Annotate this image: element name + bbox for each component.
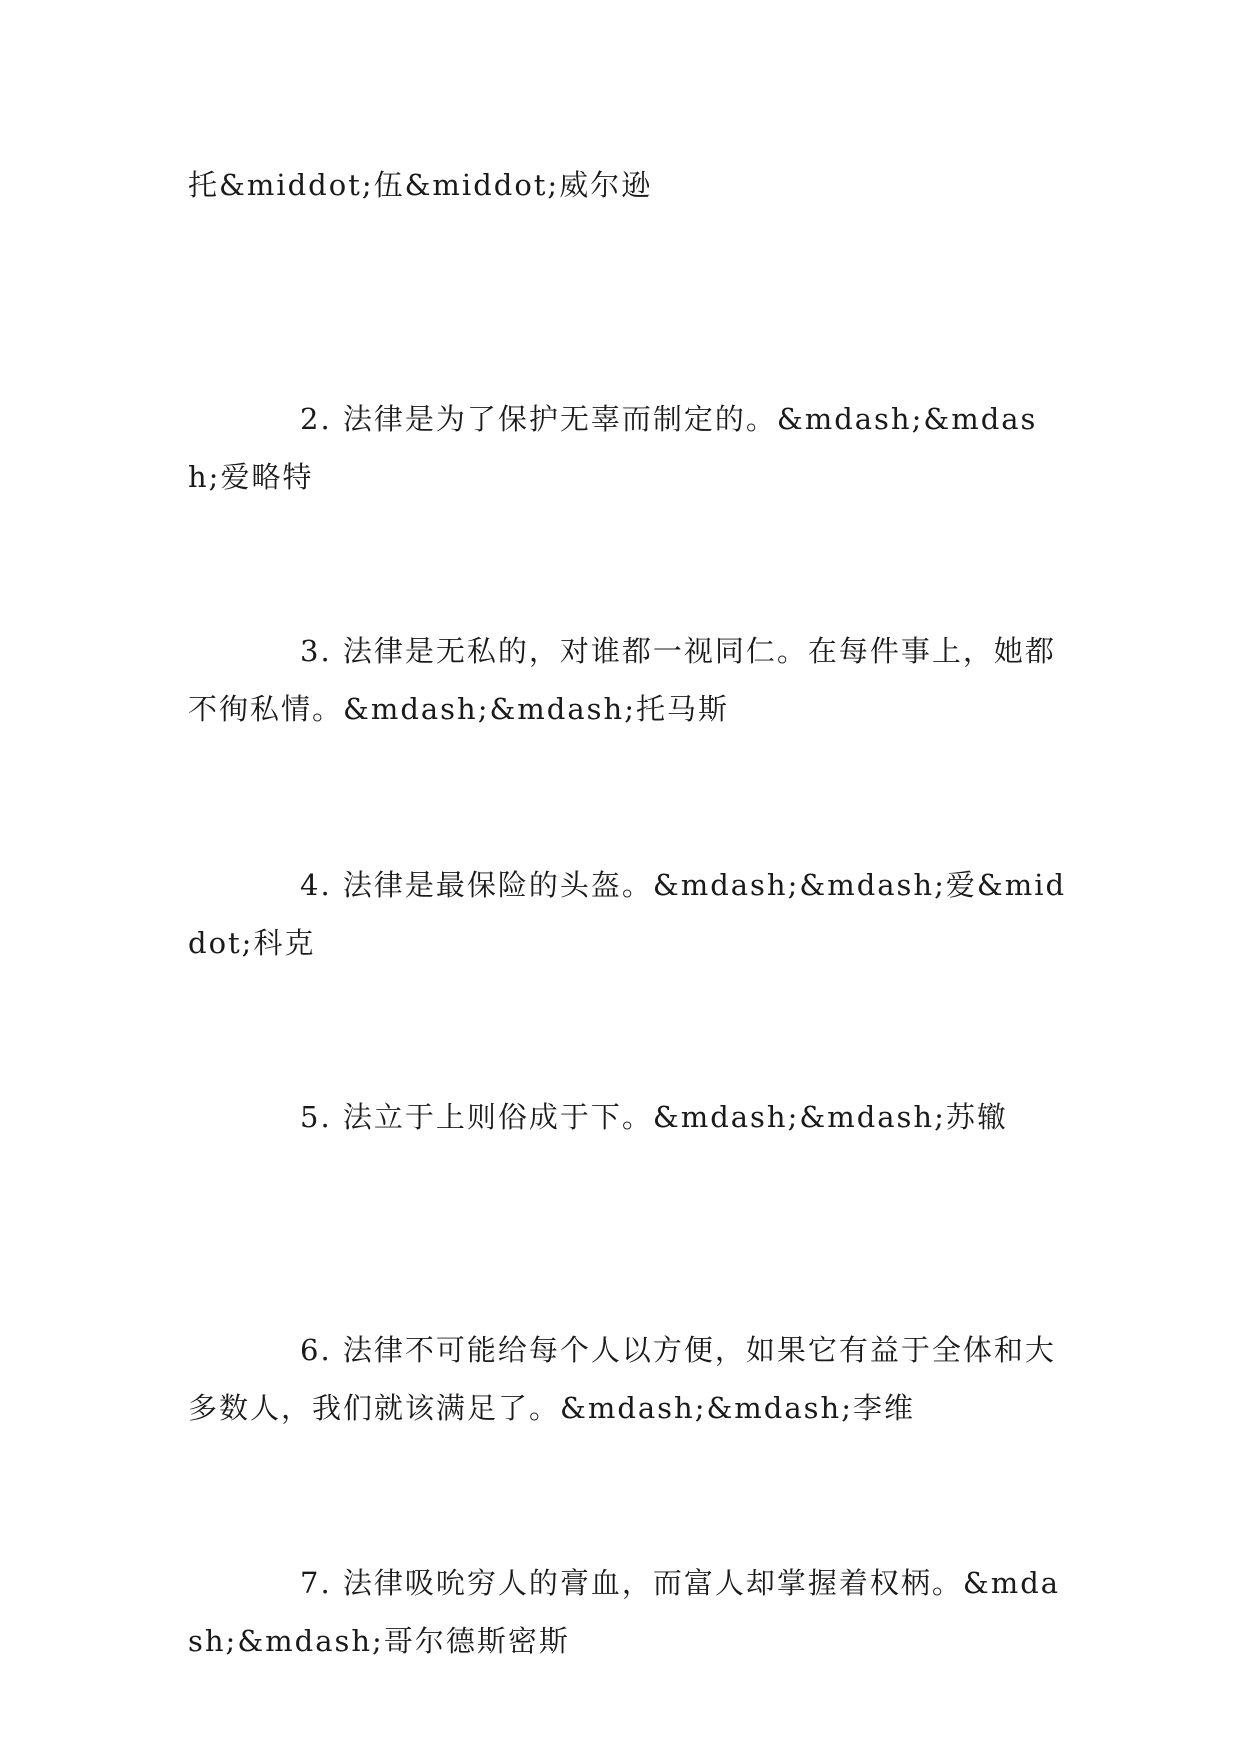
quote-item-5: 5. 法立于上则俗成于下。&mdash;&mdash;苏辙 bbox=[300, 1100, 1008, 1134]
quote-item-6: 6. 法律不可能给每个人以方便，如果它有益于全体和大多数人，我们就该满足了。&mdash;&mdash;李维 bbox=[188, 1333, 1056, 1425]
quote-item-2: 2. 法律是为了保护无辜而制定的。&mdash;&mdash;爱略特 bbox=[188, 402, 1038, 494]
quote-item-3: 3. 法律是无私的，对谁都一视同仁。在每件事上，她都不徇私情。&mdash;&mdash;托马斯 bbox=[188, 634, 1056, 726]
quote-item-7: 7. 法律吸吮穷人的膏血，而富人却掌握着权柄。&mdash;&mdash;哥尔德斯密斯 bbox=[188, 1566, 1061, 1658]
quote-item-4: 4. 法律是最保险的头盔。&mdash;&mdash;爱&middot;科克 bbox=[188, 868, 1067, 960]
quote-attribution-continued: 托&middot;伍&middot;威尔逊 bbox=[188, 168, 653, 202]
